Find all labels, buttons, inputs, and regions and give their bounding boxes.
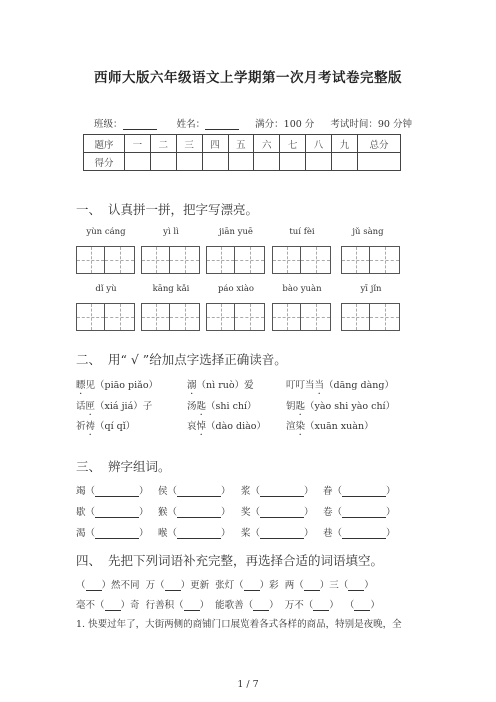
paren: ）: [139, 528, 149, 539]
score-cell[interactable]: [254, 153, 280, 171]
dotted-char: 染: [295, 421, 306, 432]
dotted-char: 溺: [187, 380, 197, 391]
pinyin-label: yùn cáng: [86, 227, 126, 237]
writing-grid[interactable]: [272, 303, 332, 331]
char: 猴: [158, 507, 168, 518]
dotted-char: 匣: [85, 401, 96, 412]
text: ）: [269, 600, 279, 611]
text: ）: [329, 600, 339, 611]
char: 奖: [241, 507, 251, 518]
score-cell[interactable]: [306, 153, 332, 171]
score-cell[interactable]: [358, 153, 401, 171]
answer-blank[interactable]: [177, 487, 221, 497]
text: （: [76, 580, 86, 591]
options: （dào diào）: [206, 421, 267, 432]
word-row: [76, 504, 149, 518]
char: 喉: [158, 528, 168, 539]
char: 桨: [241, 528, 251, 539]
exam-time: 考试时间：90 分钟: [330, 119, 412, 130]
reading-item: [76, 418, 135, 432]
answer-blank[interactable]: [354, 601, 370, 611]
text: ）三（: [319, 580, 349, 591]
writing-grid[interactable]: [341, 246, 401, 274]
text: ）奇: [120, 600, 140, 611]
paren: ）: [386, 507, 396, 518]
paren: （: [250, 486, 261, 497]
answer-blank[interactable]: [342, 529, 386, 539]
full-score: 满分：100 分: [255, 119, 315, 130]
pinyin-label: bào yuàn: [282, 284, 322, 294]
reading-item: [187, 377, 254, 391]
options: （yào shi yào chí）: [305, 401, 396, 412]
answer-blank[interactable]: [260, 529, 304, 539]
reading-item: [76, 398, 152, 412]
score-table: [83, 134, 401, 171]
answer-blank[interactable]: [260, 487, 304, 497]
paren: ）: [139, 507, 149, 518]
pinyin-label: yì lì: [163, 227, 179, 237]
class-blank[interactable]: [123, 119, 157, 130]
plain-char: 叮叮当: [286, 380, 315, 391]
plain-char: 汤: [187, 401, 197, 412]
writing-grid[interactable]: [206, 246, 266, 274]
answer-blank[interactable]: [244, 581, 260, 591]
text: 张灯（: [215, 580, 244, 591]
plain-char: 祈: [76, 421, 86, 432]
answer-blank[interactable]: [253, 601, 269, 611]
idiom-line-1: [76, 577, 374, 591]
answer-blank[interactable]: [342, 487, 386, 497]
pinyin-label: páo xiào: [217, 284, 255, 294]
char: 巷: [323, 528, 333, 539]
dotted-char: 匙: [295, 401, 306, 412]
name-blank[interactable]: [205, 119, 239, 130]
answer-blank[interactable]: [95, 529, 139, 539]
score-cell[interactable]: [280, 153, 306, 171]
char: 侯: [158, 486, 168, 497]
char: 浆: [241, 486, 251, 497]
section-text: 用“ √ ”给加点字选择正确读音。: [108, 352, 287, 367]
table-cell: 五: [228, 135, 254, 153]
word-row: [76, 525, 149, 539]
options: （xiá jiá）子: [95, 401, 153, 412]
word-row: [158, 504, 231, 518]
writing-grid[interactable]: [341, 303, 401, 331]
score-cell[interactable]: [176, 153, 202, 171]
paren: （: [332, 507, 343, 518]
dotted-char: 祷: [85, 421, 96, 432]
word-row: [241, 525, 314, 539]
plain-char: 钥: [286, 401, 296, 412]
char: 竭: [76, 486, 86, 497]
score-cell[interactable]: [332, 153, 358, 171]
char: 渴: [76, 528, 86, 539]
score-table-header: [84, 135, 401, 153]
answer-blank[interactable]: [95, 508, 139, 518]
text: ）彩: [259, 580, 279, 591]
paren: ）: [139, 486, 149, 497]
dotted-char: 瞟: [76, 380, 86, 391]
pinyin-label: jiān yuē: [219, 227, 253, 237]
answer-blank[interactable]: [95, 487, 139, 497]
answer-blank[interactable]: [348, 581, 364, 591]
writing-grid[interactable]: [141, 303, 201, 331]
question-line: 1. 快要过年了，大街两侧的商铺门口展览着各式各样的商品，特别是夜晚，全: [76, 619, 402, 630]
text: 万（: [145, 580, 165, 591]
paren: （: [85, 507, 96, 518]
char: 歇: [76, 507, 86, 518]
options: （qí qǐ）: [95, 421, 136, 432]
writing-grid[interactable]: [206, 303, 266, 331]
plain-char: 渲: [286, 421, 296, 432]
dotted-char: 匙: [196, 401, 207, 412]
table-cell: 七: [280, 135, 306, 153]
section-text: 先把下列词语补充完整，再选择合适的词语填空。: [108, 553, 384, 568]
paren: （: [85, 528, 96, 539]
options: （xuān xuàn）: [305, 421, 374, 432]
section-3-heading: [76, 457, 171, 475]
paren: ）: [221, 486, 231, 497]
section-text: 辨字组词。: [108, 459, 171, 474]
score-cell[interactable]: [228, 153, 254, 171]
score-cell[interactable]: [125, 153, 151, 171]
pinyin-label: kāng kǎi: [152, 284, 190, 294]
text: ）: [364, 580, 374, 591]
text: 毫不（: [76, 600, 105, 611]
text: 万不（: [284, 600, 314, 611]
options: （dāng dàng）: [324, 380, 394, 391]
word-row: [323, 504, 396, 518]
table-cell: 六: [254, 135, 280, 153]
answer-blank[interactable]: [313, 601, 329, 611]
char: 卷: [323, 507, 333, 518]
answer-blank[interactable]: [177, 508, 221, 518]
reading-item: [286, 377, 394, 391]
word-row: [241, 504, 314, 518]
answer-blank[interactable]: [86, 581, 102, 591]
paren: ）: [304, 507, 314, 518]
options: （shi chí）: [206, 401, 257, 412]
table-cell: 四: [202, 135, 228, 153]
text: ）然不同: [101, 580, 140, 591]
section-2-heading: [76, 350, 287, 368]
table-cell: 九: [332, 135, 358, 153]
section-4-heading: [76, 551, 383, 569]
answer-blank[interactable]: [184, 601, 200, 611]
answer-blank[interactable]: [260, 508, 304, 518]
answer-blank[interactable]: [177, 529, 221, 539]
paren: ）: [221, 528, 231, 539]
section-number: 四、: [76, 553, 102, 568]
section-1-heading: [76, 200, 258, 218]
table-cell: 得分: [84, 153, 125, 171]
section-text: 认真拼一拼，把字写漂亮。: [108, 202, 259, 217]
paren: ）: [386, 486, 396, 497]
paren: ）: [304, 486, 314, 497]
word-row: [323, 483, 396, 497]
table-cell: 题序: [84, 135, 125, 153]
table-cell: 总分: [358, 135, 401, 153]
paren: （: [167, 486, 178, 497]
table-cell: 三: [176, 135, 202, 153]
table-cell: 一: [125, 135, 151, 153]
text: （: [344, 600, 355, 611]
paren: ）: [304, 528, 314, 539]
answer-blank[interactable]: [165, 581, 181, 591]
text: ）: [199, 600, 210, 611]
reading-item: [286, 418, 374, 432]
section-number: 一、: [76, 202, 102, 217]
pinyin-label: tuí fèi: [289, 227, 315, 237]
plain-char: 哀: [187, 421, 197, 432]
table-cell: 二: [150, 135, 176, 153]
idiom-line-2: [76, 597, 380, 611]
paren: （: [85, 486, 96, 497]
reading-item: [286, 398, 395, 412]
paren: （: [250, 528, 261, 539]
paren: （: [167, 528, 178, 539]
answer-blank[interactable]: [105, 601, 121, 611]
score-table-row: [84, 153, 401, 171]
section-number: 二、: [76, 352, 102, 367]
word-row: [323, 525, 396, 539]
text: 能歌善（: [215, 600, 254, 611]
text: ）: [370, 600, 380, 611]
score-cell[interactable]: [150, 153, 176, 171]
reading-item: [187, 398, 257, 412]
paren: （: [167, 507, 178, 518]
word-row: [158, 525, 231, 539]
char: 眷: [323, 486, 333, 497]
options: （nì ruò）爱: [196, 380, 254, 391]
text: 两（: [284, 580, 304, 591]
dotted-char: 当: [314, 380, 325, 391]
pinyin-label: jǔ sàng: [352, 227, 384, 237]
writing-grid[interactable]: [272, 246, 332, 274]
writing-grid[interactable]: [76, 246, 136, 274]
text: ）更新: [180, 580, 210, 591]
word-row: [158, 483, 231, 497]
page-number: 1 / 7: [237, 679, 259, 690]
word-row: [241, 483, 314, 497]
paren: ）: [386, 528, 396, 539]
text: 行善积（: [145, 600, 184, 611]
dotted-char: 悼: [196, 421, 207, 432]
options: 见（piāo piǎo）: [85, 380, 159, 391]
word-row: [76, 483, 149, 497]
paren: （: [332, 486, 343, 497]
paren: ）: [221, 507, 231, 518]
reading-item: [187, 418, 266, 432]
score-cell[interactable]: [202, 153, 228, 171]
writing-grid[interactable]: [141, 246, 201, 274]
info-line: [94, 116, 412, 130]
reading-item: [76, 377, 158, 391]
answer-blank[interactable]: [304, 581, 320, 591]
plain-char: 话: [76, 401, 86, 412]
pinyin-label: yī jǐn: [360, 284, 382, 294]
paren: （: [250, 507, 261, 518]
table-cell: 八: [306, 135, 332, 153]
paren: （: [332, 528, 343, 539]
pinyin-label: dǐ yù: [95, 284, 117, 294]
page-title: 西师大版六年级语文上学期第一次月考试卷完整版: [94, 70, 402, 86]
section-number: 三、: [76, 459, 102, 474]
answer-blank[interactable]: [342, 508, 386, 518]
class-label: 班级：: [94, 119, 123, 130]
name-label: 姓名：: [176, 119, 206, 130]
writing-grid[interactable]: [76, 303, 136, 331]
